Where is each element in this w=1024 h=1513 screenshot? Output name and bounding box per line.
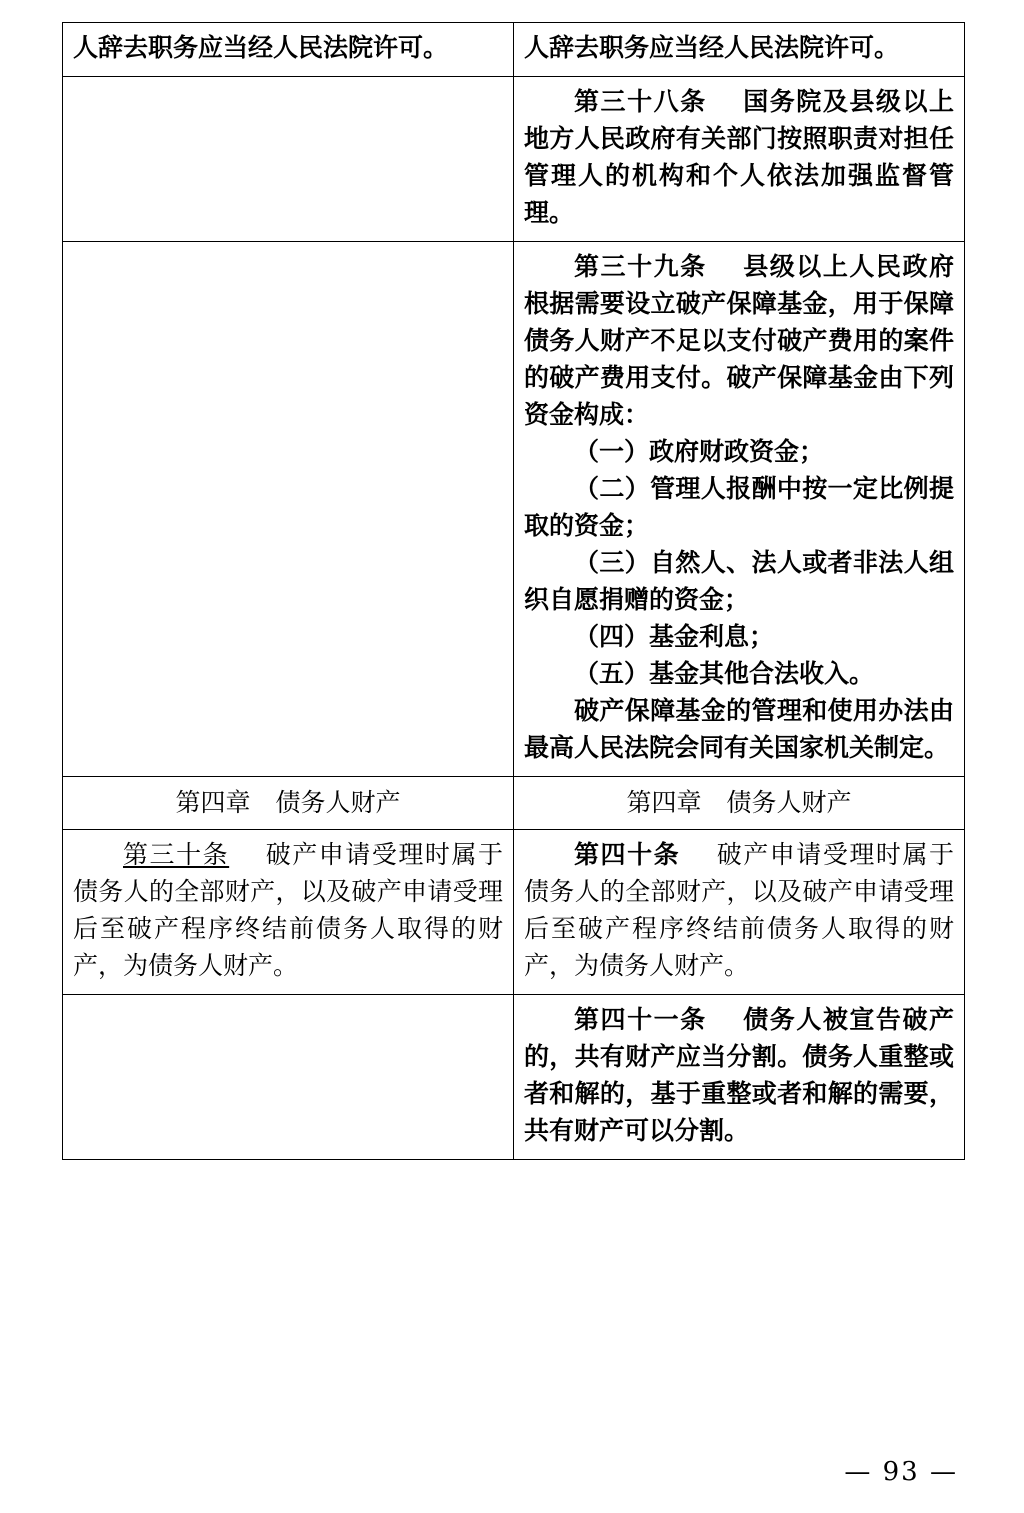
article-number-41: 第四十一条 bbox=[574, 1005, 707, 1034]
paragraph-article-39 bbox=[524, 248, 954, 433]
comparison-table bbox=[62, 22, 965, 1160]
cell-left-row1 bbox=[63, 23, 514, 77]
article-number-40: 第四十条 bbox=[574, 840, 681, 869]
cell-left-row5 bbox=[63, 830, 514, 995]
article-number-38: 第三十八条 bbox=[574, 87, 707, 116]
cell-right-row2 bbox=[514, 77, 965, 242]
paragraph-article-38 bbox=[524, 83, 954, 231]
cell-left-chapter bbox=[63, 777, 514, 830]
paragraph-carryover-right: 人辞去职务应当经人民法院许可。 bbox=[524, 33, 900, 62]
list-item-1: （一）政府财政资金； bbox=[574, 437, 825, 466]
paragraph-article-39-tail: 破产保障基金的管理和使用办法由最高人民法院会同有关国家机关制定。 bbox=[524, 696, 954, 762]
article-39-body: 县级以上人民政府根据需要设立破产保障基金，用于保障债务人财产不足以支付破产费用的案件的破产费用支付。破产保障基金由下列资金构成： bbox=[524, 252, 954, 429]
cell-right-row5 bbox=[514, 830, 965, 995]
list-item-2: （二）管理人报酬中按一定比例提取的资金； bbox=[524, 474, 954, 540]
table-row bbox=[63, 995, 965, 1160]
article-number-30: 第三十条 bbox=[123, 840, 230, 869]
list-item-5: （五）基金其他合法收入。 bbox=[574, 659, 875, 688]
list-item-3: （三）自然人、法人或者非法人组织自愿捐赠的资金； bbox=[524, 548, 954, 614]
table-row-chapter bbox=[63, 777, 965, 830]
cell-right-row1 bbox=[514, 23, 965, 77]
article-number-39: 第三十九条 bbox=[574, 252, 707, 281]
chapter-heading-left: 第四章 债务人财产 bbox=[175, 788, 401, 817]
chapter-heading-right: 第四章 债务人财产 bbox=[626, 788, 852, 817]
paragraph-carryover-left: 人辞去职务应当经人民法院许可。 bbox=[73, 33, 449, 62]
cell-left-row2-empty bbox=[63, 77, 514, 242]
article-30-body: 破产申请受理时属于债务人的全部财产，以及破产申请受理后至破产程序终结前债务人取得的财产，为债务人财产。 bbox=[73, 840, 503, 980]
article-38-body: 国务院及县级以上地方人民政府有关部门按照职责对担任管理人的机构和个人依法加强监督管理。 bbox=[524, 87, 954, 227]
cell-right-row6 bbox=[514, 995, 965, 1160]
cell-left-row3-empty bbox=[63, 242, 514, 777]
list-item-4: （四）基金利息； bbox=[574, 622, 775, 651]
table-row bbox=[63, 242, 965, 777]
table-row bbox=[63, 23, 965, 77]
cell-right-row3 bbox=[514, 242, 965, 777]
table-row bbox=[63, 77, 965, 242]
article-41-body: 债务人被宣告破产的，共有财产应当分割。债务人重整或者和解的，基于重整或者和解的需要，共有财产可以分割。 bbox=[524, 1005, 954, 1145]
cell-left-row6-empty bbox=[63, 995, 514, 1160]
paragraph-article-40 bbox=[524, 836, 954, 984]
paragraph-article-30 bbox=[73, 836, 503, 984]
article-40-body: 破产申请受理时属于债务人的全部财产，以及破产申请受理后至破产程序终结前债务人取得的财产，为债务人财产。 bbox=[524, 840, 954, 980]
page-footer bbox=[0, 1457, 1024, 1487]
page-number: — 93 — bbox=[844, 1457, 958, 1487]
paragraph-article-41 bbox=[524, 1001, 954, 1149]
cell-right-chapter bbox=[514, 777, 965, 830]
table-row bbox=[63, 830, 965, 995]
